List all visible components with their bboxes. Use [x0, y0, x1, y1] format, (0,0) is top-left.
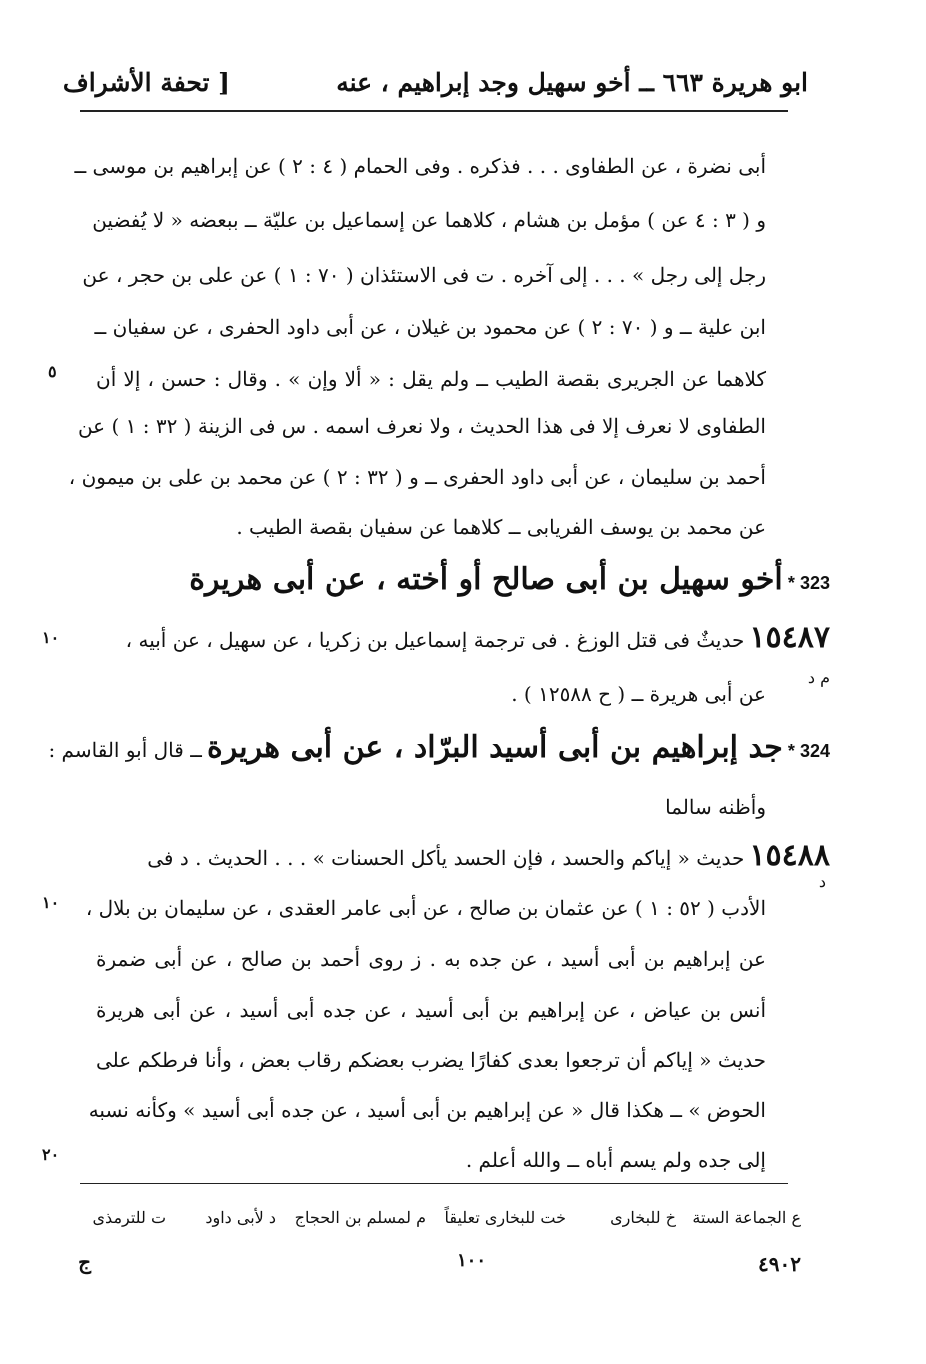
section-number: 323: [799, 573, 830, 593]
star-icon: *: [787, 573, 795, 593]
header-rule: [80, 110, 788, 112]
sigla: د: [818, 872, 826, 891]
running-head: ابو هريرة ٦٦٣ ــ أخو سهيل وجد إبراهيم ، عنه: [336, 68, 808, 97]
section-note-line2: وأظنه سالما: [665, 795, 766, 819]
book-title: [ تحفة الأشراف: [62, 68, 230, 97]
margin-number: ١٠: [42, 628, 60, 647]
hadith-text: حديث « إياكم والحسد ، فإن الحسد يأكل الحسنات » . . . الحديث . د فى: [147, 846, 745, 870]
page-number: ١٠٠: [456, 1250, 486, 1271]
abbrev-item: ع الجماعة الستة: [692, 1208, 801, 1227]
abbrev-item: د لأبى داود: [205, 1208, 276, 1227]
text-line: الأدب ( ٥٢ : ١ ) عن عثمان بن صالح ، عن أبى عامر العقدى ، عن سليمان بن بلال ،: [85, 896, 766, 920]
text-line: و ( ٣ : ٤ عن ) مؤمل بن هشام ، كلاهما عن إسماعيل بن عليّة ــ ببعضه « لا يُفضين: [92, 208, 766, 232]
section-title: أخو سهيل بن أبى صالح أو أخته ، عن أبى هريرة: [189, 562, 783, 597]
hadith-number: ١٥٤٨٧: [749, 620, 830, 655]
text-line: ابن علية ــ و ( ٧٠ : ٢ ) عن محمود بن غيلان ، عن أبى داود الحفرى ، عن سفيان ــ: [94, 315, 766, 339]
section-heading-324: [48, 730, 830, 765]
abbrev-item: م لمسلم بن الحجاج: [294, 1208, 426, 1227]
text-line: عن محمد بن يوسف الفريابى ــ كلاهما عن سفيان بقصة الطيب .: [236, 515, 766, 539]
margin-number: ٥: [48, 362, 57, 381]
hadith-number: ١٥٤٨٨: [749, 838, 830, 873]
text-line: أحمد بن سليمان ، عن أبى داود الحفرى ــ و ( ٣٢ : ٢ ) عن محمد بن على بن ميمون ،: [68, 465, 766, 489]
section-number: 324: [799, 741, 830, 761]
hadith-15487-line2: عن أبى هريرة ــ ( ح ١٢٥٨٨ ) .: [511, 682, 766, 706]
margin-number: ٢٠: [42, 1145, 60, 1164]
abbrev-item: خ للبخارى: [610, 1208, 676, 1227]
text-line: الحوض » ــ هكذا قال « عن إبراهيم بن أبى أسيد ، عن جده أبى أسيد » وكأنه نسبه: [88, 1098, 766, 1122]
section-note: ــ قال أبو القاسم :: [48, 738, 202, 762]
text-line: حديث « إياكم أن ترجعوا بعدى كفارًا يضرب بعضكم رقاب بعض ، وأنا فرطكم على: [96, 1048, 766, 1072]
margin-number: ١٠: [42, 893, 60, 912]
text-line: رجل إلى رجل » . . . إلى آخره . ت فى الاستئذان ( ٧٠ : ١ ) عن على بن حجر ، عن: [82, 263, 766, 287]
sigla: م د: [807, 668, 830, 687]
signature-mark: ٤٩٠٢: [758, 1252, 801, 1276]
abbrev-item: ت للترمذى: [92, 1208, 166, 1227]
text-line: إلى جده ولم يسم أباه ــ والله أعلم .: [465, 1148, 766, 1172]
hadith-text: حديثٌ فى قتل الوزغ . فى ترجمة إسماعيل بن زكريا ، عن سهيل ، عن أبيه ،: [125, 628, 745, 652]
hadith-15487-line1: [126, 620, 830, 655]
section-heading-323: [189, 562, 830, 597]
section-title: جد إبراهيم بن أبى أسيد البرّاد ، عن أبى هريرة: [207, 730, 783, 765]
text-line: الطفاوى لا نعرف إلا فى هذا الحديث ، ولا نعرف اسمه . س فى الزينة ( ٣٢ : ١ ) عن: [77, 414, 766, 438]
text-line: أبى نضرة ، عن الطفاوى . . . فذكره . وفى الحمام ( ٤ : ٢ ) عن إبراهيم بن موسى ــ: [74, 154, 766, 178]
text-line: عن إبراهيم بن أبى أسيد ، عن جده به . ز روى أحمد بن صالح ، عن أبى ضمرة: [96, 947, 766, 971]
star-icon: *: [787, 741, 795, 761]
hadith-15488-line1: [147, 838, 830, 873]
volume-letter: ج: [78, 1250, 91, 1274]
text-line: كلاهما عن الجريرى بقصة الطيب ــ ولم يقل : « ألا وإن » . وقال : حسن ، إلا أن: [96, 367, 766, 391]
text-line: أنس بن عياض ، عن إبراهيم بن أبى أسيد ، عن جده أبى أسيد ، عن أبى هريرة: [96, 998, 766, 1022]
footer-rule: [80, 1183, 788, 1184]
abbrev-item: خت للبخارى تعليقاً: [444, 1208, 566, 1227]
